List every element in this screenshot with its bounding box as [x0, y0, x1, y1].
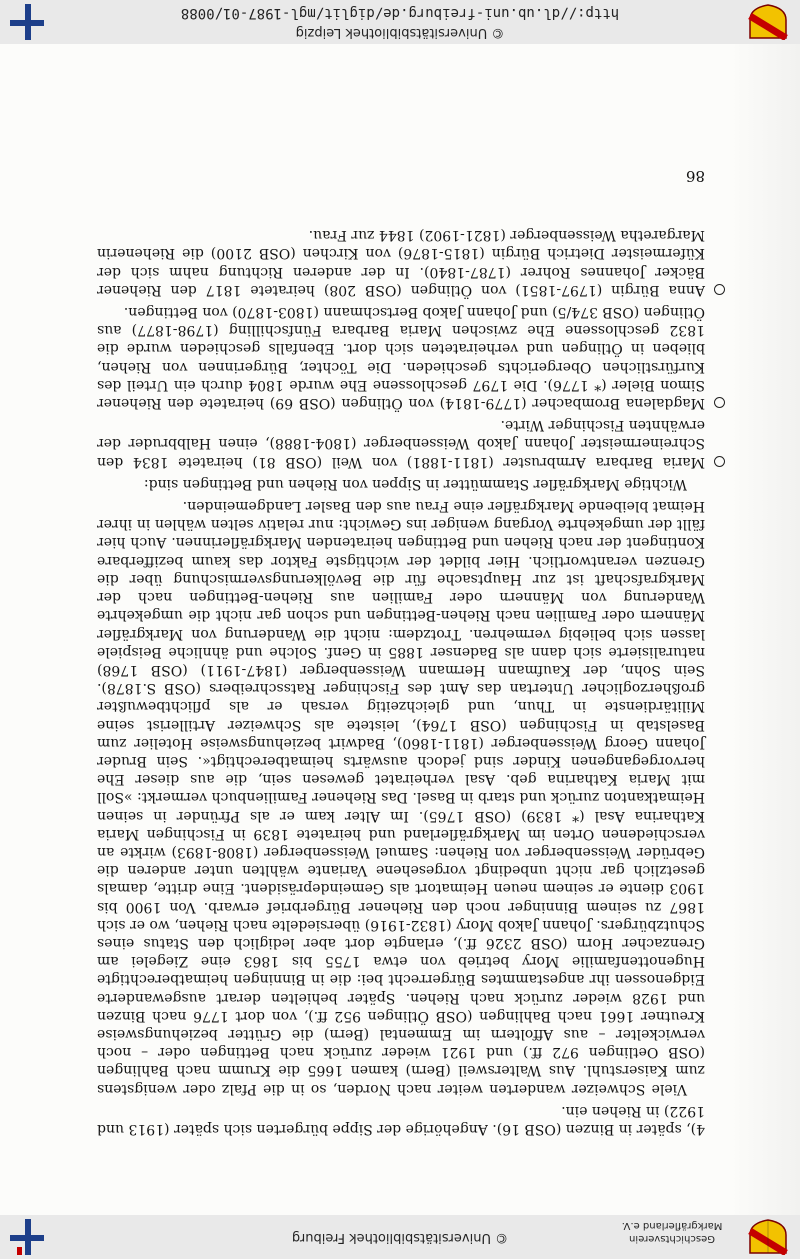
page-number: 86: [685, 167, 705, 185]
header-org-name: Geschichtsverein Markgräflerland e.V.: [621, 1220, 723, 1244]
list-item-paragraph: Maria Barbara Armbruster (1811-1881) von Weil (OSB 81) heiratete 1834 den Schreinermeister Johann Jakob Weissenberger (1804-1888), einen Halbbruder der erwähnten Fischinger Wirte.: [97, 417, 705, 470]
body-paragraph: 4), später in Binzen (OSB 16). Angehörige der Sippe bürgerten sich später (1913 und 1922) in Riehen ein.: [97, 1102, 705, 1137]
header-copyright: © Universitätsbibliothek Freiburg: [291, 1230, 509, 1245]
page-text-block: [97, 222, 705, 1138]
list-item-paragraph: Magdalena Brombacher (1779-1814) von Ötlingen (OSB 69) heiratete den Riehener Simon Bieler (* 1776). Die 1797 geschlossene Ehe wurde 1804 durch ein Urteil des Kurfürstlichen Obergerichts geschieden. Die Töchter, Bürgerinnen von Riehen, blieben in Ötlingen und verheirateten sich dort. Ebenfalls geschieden wurde die 1832 geschlossene Ehe zwischen Maria Barbara Fünfschilling (1798-1877) aus Ötlingen (OSB 374/5) und Johann Jakob Bertschmann (1803-1870) von Bettingen.: [97, 304, 705, 412]
scanned-page: [0, 44, 800, 1215]
page-binding-shadow: [730, 44, 800, 1215]
library-logo-icon: [10, 4, 44, 40]
footer-copyright: © Universitätsbibliothek Leipzig: [295, 25, 505, 40]
body-paragraph: Viele Schweizer wanderten weiter nach Norden, so in die Pfalz oder wenigstens zum Kaiserstuhl. Aus Waltersweil (Bern) kamen 1665 die Krumm nach Bahlingen (OSB Oetlingen 972 ff.) und 1921 wieder zurück nach Bettingen oder – noch verwickelter – aus Affoltern im Emmental (Bern) die Grütter beziehungsweise Kreutner 1661 nach Bahlingen (OSB Ötlingen 952 ff.), von dort 1776 nach Binzen und 1928 wieder zurück nach Riehen. Später behielten derart ausgewanderte Eidgenossen ihr angestammtes Bürgerrecht bei: die in Binningen heimatberechtigte Hugenottenfamilie Mory betrieb von etwa 1755 bis 1863 eine Ziegelei am Grenzacher Horn (OSB 2326 ff.), erlangte dort aber lediglich den Status eines Schutzbürgers. Johann Jakob Mory (1832-1916) übersiedelte nach Riehen, wo er sich 1867 zu seinem Binninger noch den Riehener Bürgerbrief erwarb. Von 1900 bis 1903 diente er seinem neuen Heimatort als Gemeindepräsident. Eine dritte, damals gesetzlich gar nicht unbedingt vorgesehene Variante wählten unter anderen die Gebrüder Weissenberger von Riehen: Samuel Weissenberger (1808-1893) wirkte an verschiedenen Orten im Markgräflerland und heiratete 1839 in Fischingen Maria Katharina Asal (* 1839) (OSB 1765). Im Alter kam er als Pfründer in seinen Heimatkanton zurück und starb in Basel. Das Riehener Familienbuch vermerkt: »Soll mit Maria Katharina geb. Asal verheiratet gewesen sein, die aus dieser Ehe hervorgegangenen Kinder sind jedoch auswärts heimatberechtigt«. Sein Bruder Johann Georg Weissenberger (1811-1860), Badwirt beziehungsweise Hotelier zum Baselstab in Fischingen (OSB 1764), leistete als Schweizer Artillerist seine Militärdienste in Thun, und gleichzeitig versah er als pflichtbewußter großherzoglicher Untertan das Amt des Fischinger Ratsschreibers (OSB S.1878). Sein Sohn, der Kaufmann Hermann Weissenberger (1847-1911) (OSB 1768) naturalisierte sich dann als Badenser 1885 in Genf. Solche und ähnliche Beispiele lassen sich beliebig vermehren. Trotzdem: nicht die Wanderung von Markgräfler Männern oder Familien nach Riehen-Bettingen und schon gar nicht die umgekehrte Wanderung von Männern oder Familien aus Riehen-Bettingen nach der Markgrafschaft ist zur Hauptsache für die Bevölkerungsvermischung über die Grenzen verantwortlich. Hier bildet der wichtigste Faktor das kaum bezifferbare Kontingent der nach Riehen und Bettingen heiratenden Markgräflerinnen. Auch hier fällt der umgekehrte Vorgang weniger ins Gewicht: nur relativ selten wählen in ihrer Heimat bleibende Markgräfler eine Frau aus den Basler Landgemeinden.: [97, 498, 705, 1097]
viewer-footer-bar: [0, 0, 800, 44]
viewer-header-bar: [0, 1215, 800, 1259]
list-item-paragraph: Anna Bürgin (1797-1851) von Ötlingen (OSB 208) heiratete 1817 den Riehener Bäcker Johannes Rohrer (1787-1840). In der anderen Richtung nahm sich der Küfermeister Dietrich Bürgin (1815-1876) von Kirchen (OSB 2100) die Riehenerin Margaretha Weissenberger (1821-1902) 1844 zur Frau.: [97, 227, 705, 298]
body-paragraph: Wichtige Markgräfler Stammütter in Sippen von Riehen und Bettingen sind:: [143, 475, 687, 492]
permalink-url[interactable]: http://dl.ub.uni-freiburg.de/diglit/mgl-1987-01/0088: [180, 5, 620, 21]
library-logo-icon: [10, 1219, 44, 1255]
